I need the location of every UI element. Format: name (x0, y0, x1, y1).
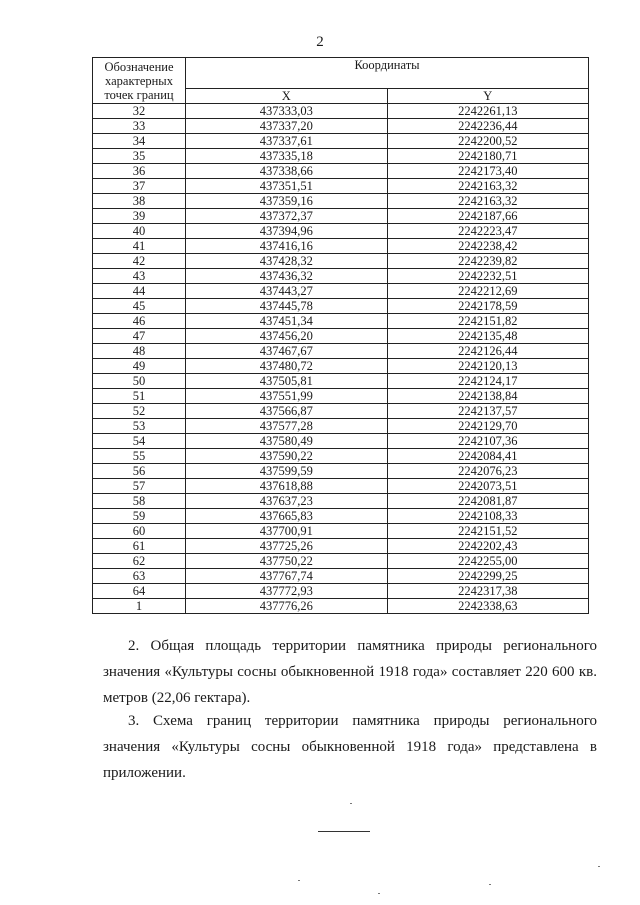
coordinates-table-body (93, 104, 589, 614)
y-coordinate-cell: 2242338,63 (387, 599, 589, 614)
table-row (93, 374, 589, 389)
scan-speck (350, 803, 352, 804)
point-number-cell: 39 (93, 209, 186, 224)
point-number-cell: 64 (93, 584, 186, 599)
x-coordinate-cell: 437372,37 (186, 209, 388, 224)
point-number-cell: 37 (93, 179, 186, 194)
y-coordinate-cell: 2242076,23 (387, 464, 589, 479)
point-number-cell: 49 (93, 359, 186, 374)
x-coordinate-cell: 437637,23 (186, 494, 388, 509)
table-row (93, 134, 589, 149)
x-coordinate-cell: 437338,66 (186, 164, 388, 179)
table-row (93, 194, 589, 209)
table-row (93, 239, 589, 254)
table-row (93, 404, 589, 419)
y-coordinate-cell: 2242151,52 (387, 524, 589, 539)
x-coordinate-cell: 437451,34 (186, 314, 388, 329)
y-coordinate-cell: 2242255,00 (387, 554, 589, 569)
point-number-cell: 38 (93, 194, 186, 209)
y-coordinate-cell: 2242236,44 (387, 119, 589, 134)
scan-speck (298, 880, 300, 881)
x-coordinate-cell: 437480,72 (186, 359, 388, 374)
y-coordinate-cell: 2242081,87 (387, 494, 589, 509)
y-coordinate-cell: 2242073,51 (387, 479, 589, 494)
table-row (93, 179, 589, 194)
point-number-cell: 52 (93, 404, 186, 419)
scan-speck (598, 866, 600, 867)
table-row (93, 449, 589, 464)
point-number-cell: 59 (93, 509, 186, 524)
point-number-cell: 54 (93, 434, 186, 449)
point-number-cell: 41 (93, 239, 186, 254)
point-number-cell: 35 (93, 149, 186, 164)
y-coordinate-cell: 2242124,17 (387, 374, 589, 389)
table-row (93, 104, 589, 119)
table-row (93, 299, 589, 314)
x-coordinate-cell: 437428,32 (186, 254, 388, 269)
paragraph-total-area-text: 2. Общая площадь территории памятника природы регионального значения «Культуры сосны обыкновенной 1918 года» составляет 220 600 кв. метров (22,06 гектара). (103, 638, 597, 706)
y-coordinate-cell: 2242178,59 (387, 299, 589, 314)
point-number-cell: 63 (93, 569, 186, 584)
coordinates-table (92, 57, 589, 614)
point-number-cell: 44 (93, 284, 186, 299)
y-coordinate-cell: 2242163,32 (387, 194, 589, 209)
table-row (93, 119, 589, 134)
y-coordinate-cell: 2242173,40 (387, 164, 589, 179)
x-coordinate-cell: 437456,20 (186, 329, 388, 344)
y-coordinate-cell: 2242135,48 (387, 329, 589, 344)
x-coordinate-cell: 437566,87 (186, 404, 388, 419)
y-coordinate-cell: 2242202,43 (387, 539, 589, 554)
x-coordinate-cell: 437577,28 (186, 419, 388, 434)
table-row (93, 209, 589, 224)
x-coordinate-cell: 437665,83 (186, 509, 388, 524)
x-coordinate-cell: 437445,78 (186, 299, 388, 314)
table-row (93, 344, 589, 359)
x-coordinate-cell: 437416,16 (186, 239, 388, 254)
x-coordinate-cell: 437590,22 (186, 449, 388, 464)
x-coordinate-cell: 437772,93 (186, 584, 388, 599)
table-row (93, 524, 589, 539)
point-number-cell: 33 (93, 119, 186, 134)
footer-rule (318, 831, 370, 832)
table-row (93, 569, 589, 584)
x-coordinate-cell: 437505,81 (186, 374, 388, 389)
x-coordinate-cell: 437335,18 (186, 149, 388, 164)
point-number-cell: 1 (93, 599, 186, 614)
paragraph-boundary-scheme-text: 3. Схема границ территории памятника природы регионального значения «Культуры сосны обыкновенной 1918 года» представлена в приложении. (103, 713, 597, 781)
scan-speck (489, 884, 491, 885)
x-coordinate-cell: 437337,20 (186, 119, 388, 134)
header-point-designation: Обозначение характерных точек границ (93, 58, 186, 104)
y-coordinate-cell: 2242200,52 (387, 134, 589, 149)
table-row (93, 149, 589, 164)
table-row (93, 269, 589, 284)
point-number-cell: 50 (93, 374, 186, 389)
y-coordinate-cell: 2242299,25 (387, 569, 589, 584)
x-coordinate-cell: 437551,99 (186, 389, 388, 404)
scan-speck (378, 893, 380, 894)
table-row (93, 554, 589, 569)
point-number-cell: 46 (93, 314, 186, 329)
point-number-cell: 53 (93, 419, 186, 434)
point-number-cell: 61 (93, 539, 186, 554)
table-row (93, 224, 589, 239)
x-coordinate-cell: 437351,51 (186, 179, 388, 194)
table-row (93, 599, 589, 614)
x-coordinate-cell: 437618,88 (186, 479, 388, 494)
y-coordinate-cell: 2242163,32 (387, 179, 589, 194)
y-coordinate-cell: 2242317,38 (387, 584, 589, 599)
table-row (93, 164, 589, 179)
table-row (93, 509, 589, 524)
x-coordinate-cell: 437467,67 (186, 344, 388, 359)
table-row (93, 314, 589, 329)
x-coordinate-cell: 437700,91 (186, 524, 388, 539)
y-coordinate-cell: 2242151,82 (387, 314, 589, 329)
x-coordinate-cell: 437580,49 (186, 434, 388, 449)
y-coordinate-cell: 2242120,13 (387, 359, 589, 374)
point-number-cell: 62 (93, 554, 186, 569)
x-coordinate-cell: 437599,59 (186, 464, 388, 479)
x-coordinate-cell: 437394,96 (186, 224, 388, 239)
header-x: X (186, 89, 388, 104)
x-coordinate-cell: 437443,27 (186, 284, 388, 299)
x-coordinate-cell: 437776,26 (186, 599, 388, 614)
x-coordinate-cell: 437333,03 (186, 104, 388, 119)
table-row (93, 254, 589, 269)
table-row (93, 329, 589, 344)
table-row (93, 584, 589, 599)
y-coordinate-cell: 2242084,41 (387, 449, 589, 464)
y-coordinate-cell: 2242239,82 (387, 254, 589, 269)
point-number-cell: 43 (93, 269, 186, 284)
y-coordinate-cell: 2242238,42 (387, 239, 589, 254)
y-coordinate-cell: 2242180,71 (387, 149, 589, 164)
y-coordinate-cell: 2242212,69 (387, 284, 589, 299)
table-row (93, 419, 589, 434)
header-y: Y (387, 89, 589, 104)
y-coordinate-cell: 2242261,13 (387, 104, 589, 119)
x-coordinate-cell: 437337,61 (186, 134, 388, 149)
paragraph-boundary-scheme (103, 708, 597, 786)
y-coordinate-cell: 2242107,36 (387, 434, 589, 449)
point-number-cell: 32 (93, 104, 186, 119)
y-coordinate-cell: 2242187,66 (387, 209, 589, 224)
table-row (93, 389, 589, 404)
y-coordinate-cell: 2242223,47 (387, 224, 589, 239)
point-number-cell: 36 (93, 164, 186, 179)
point-number-cell: 42 (93, 254, 186, 269)
y-coordinate-cell: 2242138,84 (387, 389, 589, 404)
y-coordinate-cell: 2242137,57 (387, 404, 589, 419)
x-coordinate-cell: 437436,32 (186, 269, 388, 284)
point-number-cell: 57 (93, 479, 186, 494)
point-number-cell: 45 (93, 299, 186, 314)
paragraph-total-area (103, 633, 597, 711)
point-number-cell: 58 (93, 494, 186, 509)
point-number-cell: 40 (93, 224, 186, 239)
point-number-cell: 48 (93, 344, 186, 359)
table-row (93, 539, 589, 554)
y-coordinate-cell: 2242126,44 (387, 344, 589, 359)
point-number-cell: 60 (93, 524, 186, 539)
point-number-cell: 51 (93, 389, 186, 404)
y-coordinate-cell: 2242232,51 (387, 269, 589, 284)
x-coordinate-cell: 437725,26 (186, 539, 388, 554)
x-coordinate-cell: 437767,74 (186, 569, 388, 584)
table-row (93, 494, 589, 509)
y-coordinate-cell: 2242129,70 (387, 419, 589, 434)
x-coordinate-cell: 437359,16 (186, 194, 388, 209)
table-row (93, 359, 589, 374)
table-row (93, 464, 589, 479)
header-coordinates: Координаты (186, 58, 589, 89)
table-row (93, 479, 589, 494)
point-number-cell: 56 (93, 464, 186, 479)
y-coordinate-cell: 2242108,33 (387, 509, 589, 524)
point-number-cell: 34 (93, 134, 186, 149)
point-number-cell: 55 (93, 449, 186, 464)
table-row (93, 284, 589, 299)
page-number: 2 (316, 34, 324, 50)
table-row (93, 434, 589, 449)
x-coordinate-cell: 437750,22 (186, 554, 388, 569)
point-number-cell: 47 (93, 329, 186, 344)
